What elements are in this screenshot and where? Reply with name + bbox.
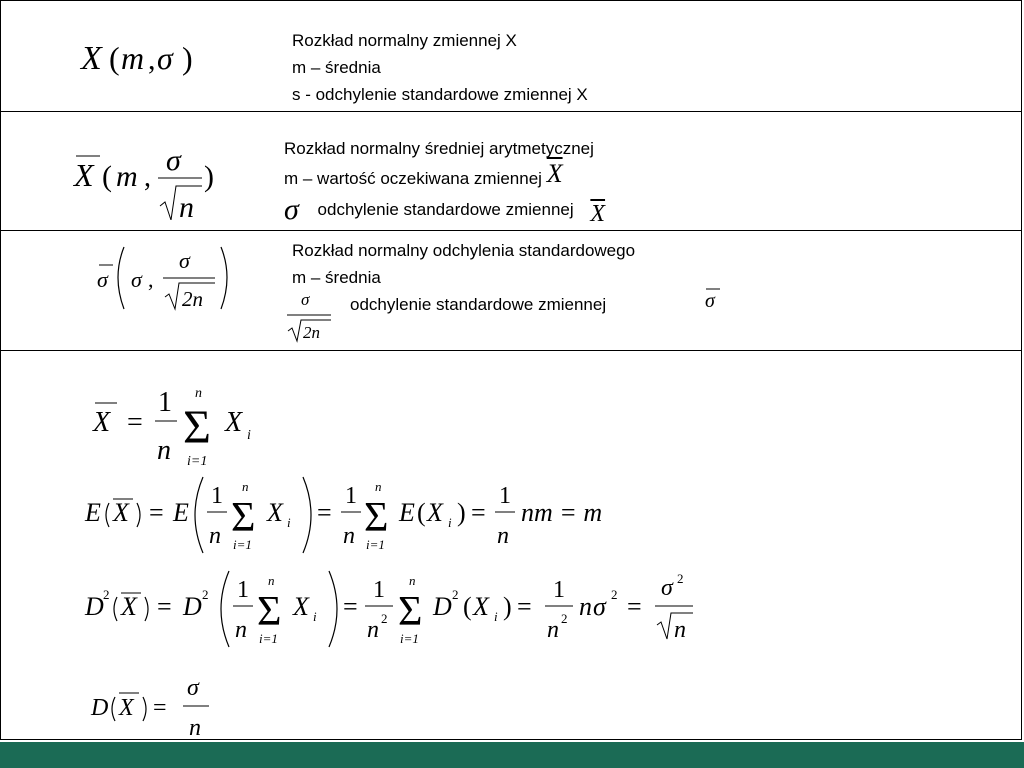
formula-symbol: X (113, 498, 129, 527)
formula-sigma-over-sqrt-2n (285, 289, 335, 345)
formula-symbol: X (121, 592, 137, 621)
formula-symbol: ( (102, 160, 112, 193)
right-paren (137, 503, 140, 527)
formula-symbol: 2 (561, 611, 568, 626)
formula-symbol: D (91, 695, 109, 721)
description-line: m – średnia (292, 58, 381, 77)
formula-symbol: 2 (381, 611, 388, 626)
formula-symbol: n (674, 617, 686, 643)
formula-symbol: n (195, 386, 202, 401)
formula-symbol: 1 (211, 483, 223, 509)
formula-expectation (81, 469, 641, 557)
formula-symbol: m (116, 160, 138, 193)
formula-symbol: X (119, 695, 134, 721)
row-description (292, 27, 588, 108)
formula-symbol: 1 (553, 577, 565, 603)
formula-symbol: = (157, 592, 172, 621)
formula-stddev-distribution (93, 241, 243, 317)
formula-symbol: = (343, 592, 358, 621)
formula-symbol: 2 (103, 587, 110, 602)
description-line: s - odchylenie standardowe zmiennej X (292, 85, 588, 104)
formula-symbol: 2n (303, 323, 320, 342)
formula-symbol: ) (204, 160, 214, 193)
formula-symbol: n (497, 523, 509, 549)
formula-symbol: = (153, 695, 167, 721)
formula-symbol: ) (457, 498, 466, 527)
right-paren (221, 247, 227, 309)
formula-symbol: n (547, 617, 559, 643)
table-row (0, 111, 1022, 231)
formula-symbol: ) (182, 40, 193, 76)
left-paren (118, 247, 124, 309)
left-paren (195, 477, 203, 553)
row-description (284, 135, 606, 227)
formula-symbol: n (375, 479, 382, 494)
formula-symbol: n (579, 592, 592, 621)
formula-symbol: i=1 (233, 537, 252, 552)
left-paren (114, 597, 117, 621)
formula-normal-distribution (71, 31, 231, 81)
formula-symbol: 1 (237, 577, 249, 603)
formula-symbol: E (173, 498, 189, 527)
formula-symbol: = (317, 498, 332, 527)
formula-symbol: σ (705, 290, 715, 312)
left-paren (112, 697, 115, 721)
formula-symbol: 2n (182, 287, 203, 311)
formula-symbol: X (473, 592, 489, 621)
formula-symbol: 1 (158, 387, 172, 418)
formula-symbol: m (121, 40, 145, 76)
description-line: m – średnia (292, 268, 381, 287)
formula-sigma-bar (701, 283, 731, 313)
formula-symbol: X (293, 592, 309, 621)
formula-symbol: i (448, 515, 452, 530)
formula-symbol: X (74, 157, 94, 193)
formula-symbol: i (313, 609, 317, 624)
formula-symbol: i=1 (400, 631, 419, 646)
sum-sign: Σ (364, 495, 389, 541)
formula-symbol: 1 (345, 483, 357, 509)
formula-symbol: i (494, 609, 498, 624)
formula-symbol: n (367, 617, 379, 643)
formula-symbol: X (81, 40, 102, 77)
sum-sign: Σ (257, 589, 282, 635)
right-paren (303, 477, 311, 553)
sum-sign: Σ (183, 401, 211, 454)
formula-symbol: nm = m (521, 498, 603, 527)
formula-variance (81, 561, 701, 653)
formula-symbol: , (148, 267, 154, 292)
left-paren (106, 503, 109, 527)
footer-bar (0, 742, 1024, 768)
formula-symbol: σ (284, 193, 299, 226)
description-line: Rozkład normalny zmiennej X (292, 31, 517, 50)
formula-symbol: $\overline{X}$ (546, 159, 563, 188)
sum-sign: Σ (231, 495, 256, 541)
description-line-with-symbol (284, 159, 605, 192)
table-row (0, 350, 1022, 740)
formula-symbol: n (242, 479, 249, 494)
formula-symbol: σ (593, 592, 606, 621)
row-description (350, 291, 606, 318)
formula-symbol: σ (661, 575, 673, 601)
formula-mean-distribution (66, 140, 236, 220)
formula-standard-deviation (87, 669, 227, 741)
left-paren (221, 571, 229, 647)
formula-symbol: σ (301, 290, 310, 309)
formula-symbol: 1 (373, 577, 385, 603)
formula-symbol: , (148, 43, 156, 76)
description-line: odchylenie standardowe zmiennej (350, 295, 607, 314)
formula-symbol: i (247, 428, 251, 443)
formula-symbol: ( (463, 592, 472, 621)
formula-symbol: 2 (677, 571, 684, 586)
formula-symbol: σ (166, 144, 181, 177)
formula-symbol: = (149, 498, 164, 527)
formula-symbol: i=1 (187, 454, 208, 469)
formula-symbol: n (189, 715, 201, 741)
formula-symbol: n (343, 523, 355, 549)
formula-symbol: = (627, 592, 642, 621)
formula-symbol: 2 (611, 587, 618, 602)
formula-mean-definition (87, 379, 287, 471)
formula-symbol: D (183, 592, 202, 621)
formula-symbol: i (287, 515, 291, 530)
formula-symbol: i=1 (366, 537, 385, 552)
formula-symbol: 2 (202, 587, 209, 602)
formula-symbol: ) (503, 592, 512, 621)
sum-sign: Σ (398, 589, 423, 635)
formula-symbol: = (127, 407, 143, 438)
formula-symbol: n (157, 435, 171, 466)
formula-symbol: i=1 (259, 631, 278, 646)
table-row (0, 230, 1022, 351)
description-line: Rozkład normalny średniej arytmetycznej (284, 139, 594, 158)
formula-symbol: D (433, 592, 452, 621)
description-text: m – wartość oczekiwana zmiennej (284, 169, 542, 188)
formula-symbol: $\overline{X}$ (590, 201, 606, 227)
formula-symbol: D (85, 592, 104, 621)
formula-symbol: σ (179, 248, 190, 273)
formula-symbol: n (209, 523, 221, 549)
right-paren (143, 697, 146, 721)
formula-symbol: σ (157, 40, 173, 76)
formula-symbol: σ (131, 267, 142, 292)
formula-symbol: = (517, 592, 532, 621)
formula-symbol: n (268, 573, 275, 588)
formula-symbol: σ (97, 267, 108, 292)
formula-symbol: ( (109, 40, 120, 76)
formula-symbol: n (409, 573, 416, 588)
formula-symbol: 1 (499, 483, 511, 509)
description-line-with-symbol (284, 192, 606, 227)
formula-symbol: 2 (452, 587, 459, 602)
right-paren (329, 571, 337, 647)
description-text: odchylenie standardowe zmiennej (317, 200, 574, 219)
table-row (0, 0, 1022, 112)
formula-symbol: X (267, 498, 283, 527)
formula-symbol: = (471, 498, 486, 527)
right-paren (145, 597, 148, 621)
formula-symbol: X (93, 407, 111, 438)
formula-symbol: ( (417, 498, 426, 527)
formula-symbol: , (144, 162, 151, 193)
formula-symbol: X (225, 407, 243, 438)
formula-symbol: X (427, 498, 443, 527)
formula-symbol: n (179, 191, 194, 220)
formula-symbol: n (235, 617, 247, 643)
description-line: Rozkład normalny odchylenia standardowego (292, 241, 636, 260)
formula-symbol: σ (187, 675, 199, 701)
formula-symbol: E (85, 498, 101, 527)
row-description (292, 237, 635, 291)
formula-symbol: E (399, 498, 415, 527)
